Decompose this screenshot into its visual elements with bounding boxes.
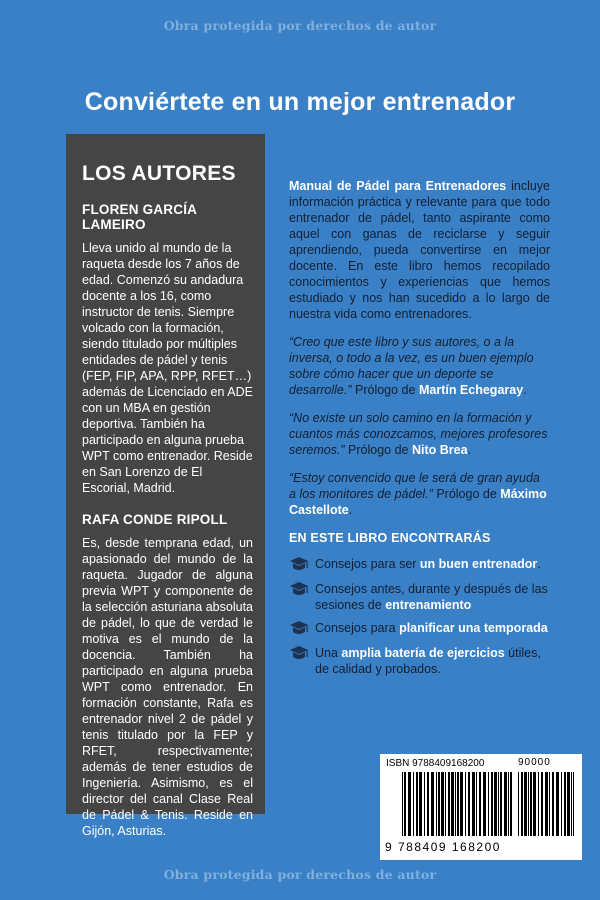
quote-1-prefix: Prólogo de [351, 383, 419, 397]
quote-1-suffix: . [523, 383, 527, 397]
authors-title: LOS AUTORES [82, 162, 236, 185]
quote-2-suffix: . [467, 443, 472, 457]
intro-paragraph [289, 178, 550, 322]
quote-3-suffix: . [348, 503, 353, 517]
author-name-1: FLOREN GARCÍA LAMEIRO [82, 202, 197, 232]
feature-item-4 [289, 645, 550, 677]
quote-1-text: “Creo que este libro y sus autores, o a la inversa, o todo a la vez, es un buen ejemplo sobre cómo hacer que un deporte se desarrolle.” [289, 335, 534, 397]
quote-3-prefix: Prólogo de [432, 487, 501, 501]
graduation-cap-icon [289, 581, 311, 599]
quote-3 [289, 470, 550, 518]
isbn-label: ISBN 9788409168200 [386, 758, 485, 769]
author-bio-1: Lleva unido al mundo de la raqueta desde los 7 años de edad. Comenzó su andadura docente a los 16, como instructor de tenis. Siempre volcado con la formación, siendo titulado por múltiples entidades de pádel y tenis (FEP, FIP, APA, RPP, RFET…) además de Licenciado en ADE con un MBA en gestión deportiva. También ha participado en alguna prueba WPT como entrenador. Reside en San Lorenzo de El Escorial, Madrid. [82, 241, 253, 495]
graduation-cap-icon [289, 620, 311, 638]
authors-panel [66, 134, 265, 838]
quote-2 [289, 410, 550, 458]
barcode-addon-number: 90000 [518, 757, 551, 768]
author-name-2: RAFA CONDE RIPOLL [82, 512, 228, 527]
feature-text-2: Consejos antes, durante y después de las sesiones de entrenamiento [315, 582, 548, 612]
feature-text-4: Una amplia batería de ejercicios útiles, de calidad y probados. [315, 646, 541, 676]
graduation-cap-icon [289, 556, 311, 574]
quote-2-prefix: Prólogo de [344, 443, 412, 457]
features-title: EN ESTE LIBRO ENCONTRARÁS [289, 531, 491, 545]
barcode-main [402, 772, 512, 836]
graduation-cap-icon [289, 645, 311, 663]
barcode-number: 9 788409 168200 [385, 840, 501, 854]
feature-text-1: Consejos para ser un buen entrenador. [315, 557, 541, 571]
author-bio-2: Es, desde temprana edad, un apasionado del mundo de la raqueta. Jugador de alguna previa WPT y componente de la selección asturiana absoluta de pádel, lo que de verdad le motiva es el mundo de la docencia. También ha participado en alguna prueba WPT como entrenador. En formación constante, Rafa es entrenador nivel 2 de pádel y tenis titulado por la FEP y RFET, respectivamente; además de tener estudios de Ingeniería. Asimismo, es el director del canal Clase Real de Pádel & Tenis. Reside en Gijón, Asturias. [82, 536, 253, 838]
cover-headline: Conviértete en un mejor entrenador [84, 88, 516, 116]
quote-3-text: “Estoy convencido que le será de gran ayuda a los monitores de pádel.” [289, 471, 540, 501]
watermark-top: Obra protegida por derechos de autor [163, 18, 437, 33]
barcode-addon [518, 772, 574, 836]
intro-text: incluye información práctica y relevante para que todo entrenador de pádel, tanto aspirante como aquel con ganas de reciclarse y seguir aprendiendo, pueda convertirse en mejor docente. En este libro hemos recopilado conocimientos y experiencias que hemos estudiado y nos han sucedido a lo largo de nuestra vida como entrenadores. [289, 179, 550, 321]
watermark-bottom: Obra protegida por derechos de autor [163, 867, 437, 882]
quote-2-text: “No existe un solo camino en la formación y cuantos más conozcamos, mejores profesores seremos.” [289, 411, 548, 457]
quote-2-author: Nito Brea [412, 443, 468, 457]
book-title-highlight: Manual de Pádel para Entrenadores [289, 179, 507, 193]
feature-text-3: Consejos para planificar una temporada [315, 621, 548, 635]
description-column [289, 178, 550, 684]
feature-item-3 [289, 620, 550, 638]
feature-item-1 [289, 556, 550, 574]
feature-item-2 [289, 581, 550, 613]
quote-1 [289, 334, 550, 398]
quote-3-author: Máximo Castellote [289, 487, 547, 517]
quote-1-author: Martín Echegaray [418, 383, 524, 397]
barcode-box [380, 754, 582, 860]
